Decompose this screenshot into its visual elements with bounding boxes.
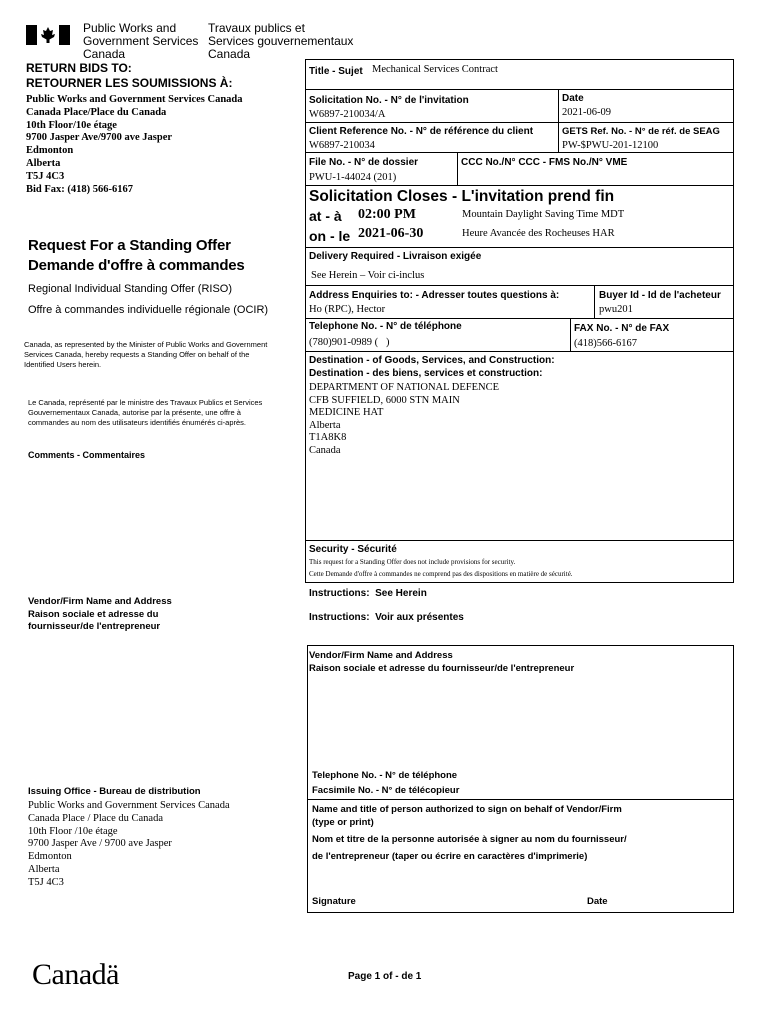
client-reference-label: Client Reference No. - N° de référence du client xyxy=(309,126,534,137)
address-line: Canada Place / Place du Canada xyxy=(28,812,163,824)
vendor-name-field[interactable] xyxy=(310,678,730,768)
return-bids-address xyxy=(26,94,243,196)
telephone-value: (780)901-0989 ( ) xyxy=(309,337,390,348)
destination-line: DEPARTMENT OF NATIONAL DEFENCE xyxy=(309,382,500,393)
dept-fr-line: Services gouvernementaux xyxy=(208,34,354,48)
bid-fax-line: Bid Fax: (418) 566-6167 xyxy=(26,183,134,195)
address-line: Public Works and Government Services Canada xyxy=(28,800,230,811)
return-bids-en: RETURN BIDS TO: xyxy=(26,61,132,75)
vendor-left-line: Raison sociale et adresse du xyxy=(28,608,159,620)
department-name-fr xyxy=(208,22,353,61)
address-line: Public Works and Government Services Canada xyxy=(26,94,243,105)
vendor-name-label-fr: Raison sociale et adresse du fournisseur/de l'entrepreneur xyxy=(309,663,575,674)
signature-label: Signature xyxy=(312,896,356,907)
issuing-office-address xyxy=(28,800,230,890)
authorized-en-line: (type or print) xyxy=(312,816,374,828)
dept-fr-line: Travaux publics et xyxy=(208,21,305,35)
request-title-en: Request For a Standing Offer xyxy=(28,237,231,254)
date-value: 2021-06-09 xyxy=(562,107,611,118)
vendor-left-line: Vendor/Firm Name and Address xyxy=(28,596,172,607)
time-zone-fr: Heure Avancée des Rocheuses HAR xyxy=(462,228,615,239)
address-line: Alberta xyxy=(26,157,61,169)
buyer-id-value: pwu201 xyxy=(599,304,633,315)
address-line: 10th Floor/10e étage xyxy=(26,119,117,131)
fax-value: (418)566-6167 xyxy=(574,338,637,349)
destination-line: CFB SUFFIELD, 6000 STN MAIN xyxy=(309,394,460,406)
maple-leaf-flag-icon xyxy=(26,25,70,45)
issuing-office-label: Issuing Office - Bureau de distribution xyxy=(28,786,201,797)
security-text-fr: Cette Demande d'offre à commandes ne comprend pas des dispositions en matière de sécurité. xyxy=(309,570,573,578)
date-label: Date xyxy=(562,93,584,104)
file-number-label: File No. - N° de dossier xyxy=(309,157,419,168)
authorized-fr-line: de l'entrepreneur (taper ou écrire en caractères d'imprimerie) xyxy=(312,851,588,862)
enquiries-label: Address Enquiries to: - Adresser toutes questions à: xyxy=(309,290,560,301)
vendor-telephone-label: Telephone No. - N° de téléphone xyxy=(312,770,458,781)
solicitation-closes-title: Solicitation Closes - L'invitation prend fin xyxy=(309,188,615,205)
time-zone-en: Mountain Daylight Saving Time MDT xyxy=(462,209,625,220)
title-label: Title - Sujet xyxy=(309,66,363,77)
address-line: Edmonton xyxy=(26,145,74,157)
closing-time-value: 02:00 PM xyxy=(358,207,416,222)
destination-address xyxy=(309,382,499,457)
title-value: Mechanical Services Contract xyxy=(372,64,498,75)
instructions-fr: Instructions: Voir aux présentes xyxy=(309,612,464,623)
gets-reference-value: PW-$PWU-201-12100 xyxy=(562,140,659,151)
address-line: Edmonton xyxy=(28,851,72,863)
destination-line: T1A8K8 xyxy=(309,432,347,443)
authorized-person-label-en xyxy=(312,804,622,829)
client-reference-value: W6897-210034 xyxy=(309,140,375,151)
security-label: Security - Sécurité xyxy=(309,544,397,555)
destination-label-en: Destination - of Goods, Services, and Construction: xyxy=(309,355,555,366)
instructions-en: Instructions: See Herein xyxy=(309,588,427,599)
ccc-number-label: CCC No./N° CCC - FMS No./N° VME xyxy=(461,157,628,168)
authorized-person-label-fr xyxy=(312,831,627,865)
return-bids-title xyxy=(26,61,232,91)
enquiries-value: Ho (RPC), Hector xyxy=(309,304,386,315)
address-line: Canada Place/Place du Canada xyxy=(26,106,167,118)
address-line: 10th Floor /10e étage xyxy=(28,825,118,837)
dept-en-line: Canada xyxy=(83,47,126,61)
department-name-en xyxy=(83,22,198,61)
telephone-label: Telephone No. - N° de téléphone xyxy=(309,321,462,332)
authorized-fr-line: Nom et titre de la personne autorisée à signer au nom du fournisseur/ xyxy=(312,834,627,845)
fax-label: FAX No. - N° de FAX xyxy=(574,323,670,334)
dept-fr-line: Canada xyxy=(208,47,251,61)
security-text-en: This request for a Standing Offer does not include provisions for security. xyxy=(309,558,516,566)
dept-en-line: Government Services xyxy=(83,34,199,48)
request-text-en: Canada, as represented by the Minister of Public Works and Government Services Canada, hereby requests a Standing Offer on behalf of the Identified Users herein. xyxy=(24,340,268,369)
dept-en-line: Public Works and xyxy=(83,21,177,35)
destination-line: Canada xyxy=(309,444,341,456)
comments-label: Comments - Commentaires xyxy=(28,450,146,460)
canada-wordmark: Canadä xyxy=(32,958,119,991)
riso-type-en: Regional Individual Standing Offer (RISO) xyxy=(28,283,233,295)
vendor-name-label-en: Vendor/Firm Name and Address xyxy=(309,650,453,661)
vendor-left-label xyxy=(28,596,172,634)
request-title-fr: Demande d'offre à commandes xyxy=(28,257,245,274)
address-line: T5J 4C3 xyxy=(26,170,65,182)
authorized-en-line: Name and title of person authorized to sign on behalf of Vendor/Firm xyxy=(312,804,622,815)
solicitation-label: Solicitation No. - N° de l'invitation xyxy=(309,95,469,106)
address-line: Alberta xyxy=(28,863,60,875)
gets-reference-label: GETS Ref. No. - N° de réf. de SEAG xyxy=(562,126,720,137)
return-bids-fr: RETOURNER LES SOUMISSIONS À: xyxy=(26,76,233,90)
destination-line: Alberta xyxy=(309,419,341,431)
delivery-required-value: See Herein – Voir ci-inclus xyxy=(311,270,425,281)
address-line: 9700 Jasper Ave/9700 ave Jasper xyxy=(26,132,173,144)
address-line: T5J 4C3 xyxy=(28,876,64,888)
closing-on-label: on - le xyxy=(309,228,351,244)
canada-flag-symbol xyxy=(26,25,70,45)
signature-date-label: Date xyxy=(587,896,608,907)
vendor-fax-label: Facsimile No. - N° de télécopieur xyxy=(312,785,460,796)
request-title xyxy=(28,236,245,276)
vendor-left-line: fournisseur/de l'entrepreneur xyxy=(28,621,161,632)
destination-line: MEDICINE HAT xyxy=(309,407,384,418)
address-line: 9700 Jasper Ave / 9700 ave Jasper xyxy=(28,838,172,850)
closing-date-value: 2021-06-30 xyxy=(358,226,424,241)
destination-label-fr: Destination - des biens, services et construction: xyxy=(309,368,543,379)
page-number: Page 1 of - de 1 xyxy=(348,971,422,982)
closing-at-label: at - à xyxy=(309,208,342,224)
delivery-required-label: Delivery Required - Livraison exigée xyxy=(309,251,482,262)
file-number-value: PWU-1-44024 (201) xyxy=(309,172,397,183)
buyer-id-label: Buyer Id - Id de l'acheteur xyxy=(599,290,721,301)
solicitation-value: W6897-210034/A xyxy=(309,109,386,120)
riso-type-fr: Offre à commandes individuelle régionale (OCIR) xyxy=(28,304,269,316)
request-text-fr: Le Canada, représenté par le ministre des Travaux Publics et Services Gouvernementaux Canada, autorise par la présente, une offre à commandes au nom des utilisateurs identifiés énumérés ci-après. xyxy=(28,398,263,427)
